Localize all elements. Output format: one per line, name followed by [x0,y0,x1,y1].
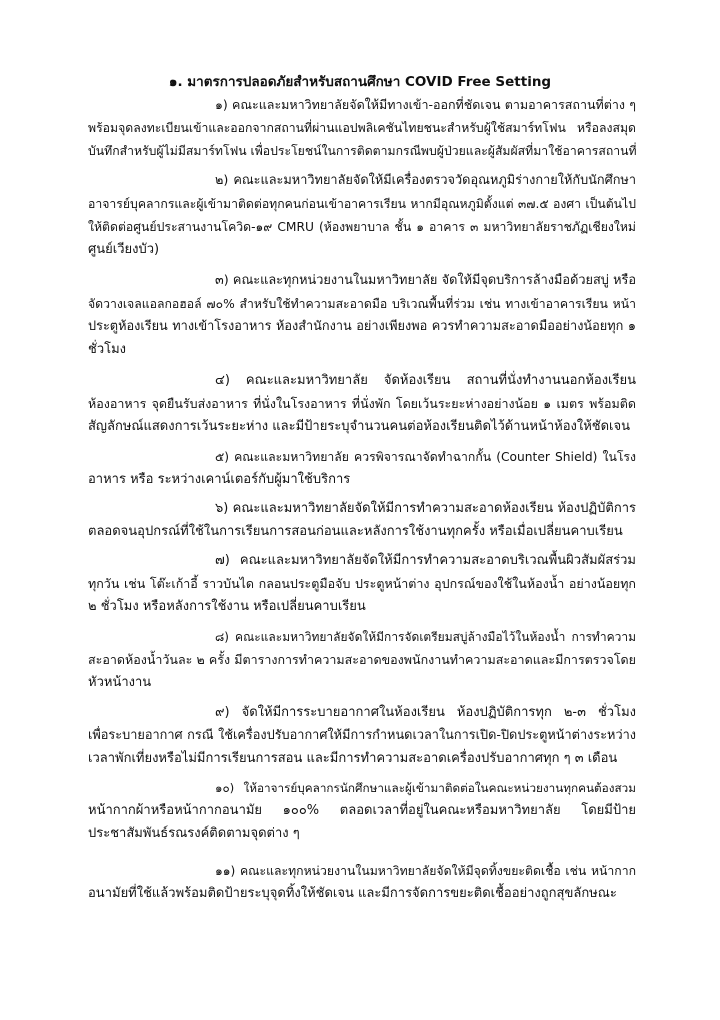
item-10-line-1: ๑๐) ให้อาจารย์บุคลากรนักศึกษาและผู้เข้ามาติดต่อในคณะหน่วยงานทุกคนต้องสวม [215,781,636,795]
item-3-line-3: ประตูห้องเรียน ทางเข้าโรงอาหาร ห้องสำนักงาน อย่างเพียงพอ ควรทำความสะอาดมืออย่างน้อยทุก ๑ [88,319,636,334]
item-9-line-1: ๙) จัดให้มีการระบายอากาศในห้องเรียน ห้องปฏิบัติการทุก ๒-๓ ชั่วโมง [215,705,636,720]
item-7-line-2: ทุกวัน เช่น โต๊ะเก้าอี้ ราวบันได กลอนประตูมือจับ ประตูหน้าต่าง อุปกรณ์ของใช้ในห้องน้ำ อย่างน้อยทุก [88,576,636,591]
item-1-line-3: บันทึกสำหรับผู้ไม่มีสมาร์ทโฟน เพื่อประโยชน์ในการติดตามกรณีพบผู้ป่วยและผู้สัมผัสที่มาใช้อาคารสถานที่ [88,144,637,158]
item-7-line-1: ๗) คณะและมหาวิทยาลัยจัดให้มีการทำความสะอาดบริเวณพื้นผิวสัมผัสร่วม [215,553,636,568]
item-8-line-3: หัวหน้างาน [88,675,152,690]
item-6-line-1: ๖) คณะและมหาวิทยาลัยจัดให้มีการทำความสะอาดห้องเรียน ห้องปฏิบัติการ [215,501,636,516]
item-4-line-3: สัญลักษณ์แสดงการเว้นระยะห่าง และมีป้ายระบุจำนวนคนต่อห้องเรียนติดไว้ด้านหน้าห้องให้ชัดเจน [88,419,631,434]
item-8-line-2: สะอาดห้องน้ำวันละ ๒ ครั้ง มีตารางการทำความสะอาดของพนักงานทำความสะอาดและมีการตรวจโดย [88,652,636,667]
item-10-line-2: หน้ากากผ้าหรือหน้ากากอนามัย ๑๐๐% ตลอดเวลาที่อยู่ในคณะหรือมหาวิทยาลัย โดยมีป้าย [88,803,636,818]
item-1-line-2: พร้อมจุดลงทะเบียนเข้าและออกจากสถานที่ผ่านแอปพลิเคชันไทยชนะสำหรับผู้ใช้สมาร์ทโฟน หรือลงสมุด [88,121,636,135]
item-1-line-1: ๑) คณะและมหาวิทยาลัยจัดให้มีทางเข้า-ออกที่ชัดเจน ตามอาคารสถานที่ต่าง ๆ [215,97,636,112]
item-3-line-2: จัดวางเจลแอลกอฮอล์ ๗๐% สำหรับใช้ทำความสะอาดมือ บริเวณพื้นที่ร่วม เช่น ทางเข้าอาคารเรียน หน้า [88,297,636,311]
item-2-line-4: ศูนย์เวียงบัว) [88,242,160,257]
item-9-line-3: เวลาพักเที่ยงหรือไม่มีการเรียนการสอน และมีการทำความสะอาดเครื่องปรับอากาศทุก ๆ ๓ เดือน [88,751,618,766]
section-heading: ๑. มาตรการปลอดภัยสำหรับสถานศึกษา COVID Free Setting [168,74,552,90]
item-10-line-3: ประชาสัมพันธ์รณรงค์ติดตามจุดต่าง ๆ [88,826,300,841]
item-9-line-2: เพื่อระบายอากาศ กรณี ใช้เครื่องปรับอากาศให้มีการกำหนดเวลาในการเปิด-ปิดประตูหน้าต่างระหว่าง [88,728,636,743]
item-8-line-1: ๘) คณะและมหาวิทยาลัยจัดให้มีการจัดเตรียมสบู่ล้างมือไว้ในห้องน้ำ การทำความ [215,630,636,644]
item-3-line-1: ๓) คณะและทุกหน่วยงานในมหาวิทยาลัย จัดให้มีจุดบริการล้างมือด้วยสบู่ หรือ [215,273,636,288]
item-11-line-2: อนามัยที่ใช้แล้วพร้อมติดป้ายระบุจุดทิ้งให้ชัดเจน และมีการจัดการขยะติดเชื้ออย่างถูกสุขลักษณะ [88,886,617,901]
item-2-line-2: อาจารย์บุคลากรและผู้เข้ามาติดต่อทุกคนก่อนเข้าอาคารเรียน หากมีอุณหภูมิตั้งแต่ ๓๗.๕ องศา เป็นต้นไป [88,197,636,211]
item-11-line-1: ๑๑) คณะและทุกหน่วยงานในมหาวิทยาลัยจัดให้มีจุดทิ้งขยะติดเชื้อ เช่น หน้ากาก [215,864,636,878]
item-6-line-2: ตลอดจนอุปกรณ์ที่ใช้ในการเรียนการสอนก่อนและหลังการใช้งานทุกครั้ง หรือเมื่อเปลี่ยนคาบเรียน [88,524,623,539]
item-2-line-1: ๒) คณะและมหาวิทยาลัยจัดให้มีเครื่องตรวจวัดอุณหภูมิร่างกายให้กับนักศึกษา [215,173,636,188]
item-7-line-3: ๒ ชั่วโมง หรือหลังการใช้งาน หรือเปลี่ยนคาบเรียน [88,599,366,614]
item-5-line-2: อาหาร หรือ ระหว่างเคาน์เตอร์กับผู้มาใช้บริการ [88,472,351,487]
item-4-line-1: ๔) คณะและมหาวิทยาลัย จัดห้องเรียน สถานที่นั่งทำงานนอกห้องเรียน [215,373,636,388]
item-4-line-2: ห้องอาหาร จุดยืนรับส่งอาหาร ที่นั่งในโรงอาหาร ที่นั่งพัก โดยเว้นระยะห่างอย่างน้อย ๑ เมตร พร้อมติด [88,396,636,411]
item-5-line-1: ๕) คณะและมหาวิทยาลัย ควรพิจารณาจัดทำฉากกั้น (Counter Shield) ในโรง [215,450,636,464]
item-3-line-4: ชั่วโมง [88,342,127,357]
item-2-line-3: ให้ติดต่อศูนย์ประสานงานโควิด-๑๙ CMRU (ห้องพยาบาล ชั้น ๑ อาคาร ๓ มหาวิทยาลัยราชภัฏเชียงใหม่ [88,220,636,234]
